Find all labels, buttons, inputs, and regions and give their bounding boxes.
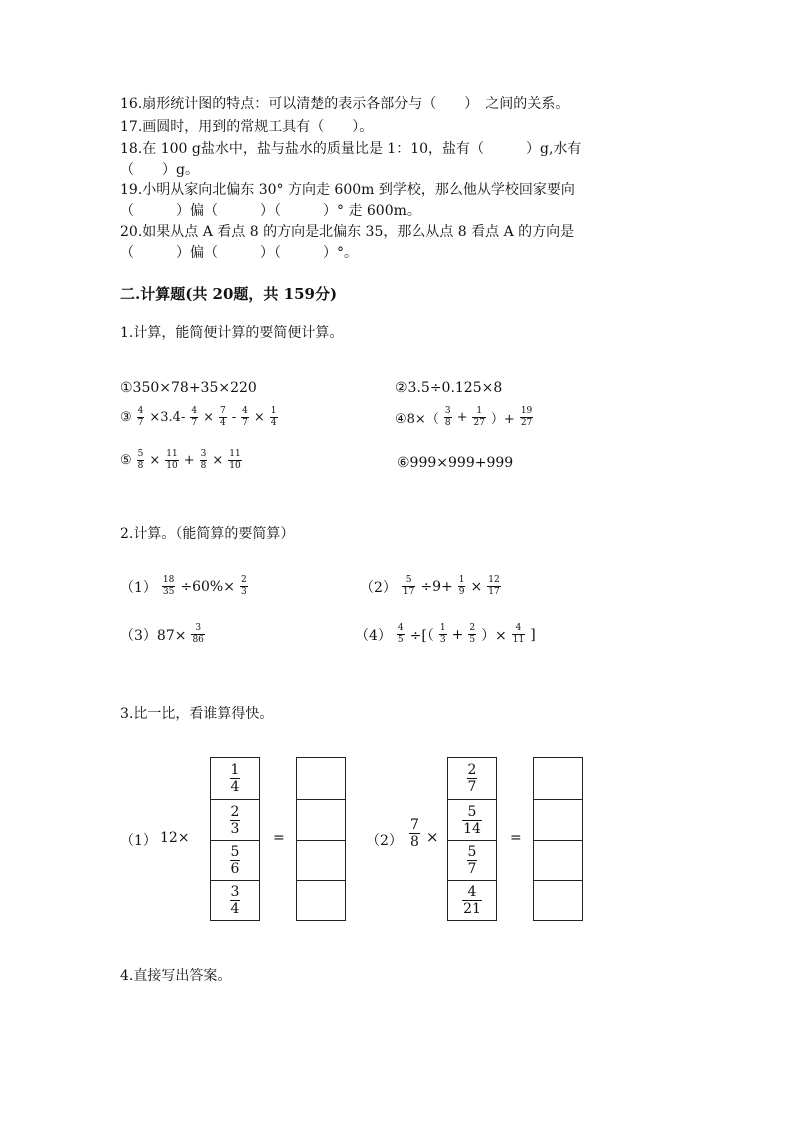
fraction: 5 14 [463, 803, 481, 837]
expr-label: ③ [120, 410, 132, 425]
fraction: $\frac{7}{8}$ [410, 817, 419, 850]
question-19: 19.小明从家向北偏东 30° 方向走 600m 到学校，那么他从学校回家要向 [120, 182, 575, 198]
answer-cell[interactable] [297, 758, 345, 799]
q3-part1-fraction-column [210, 757, 260, 921]
expr-text: ÷9+ [420, 578, 453, 595]
fraction: $\frac{1}{4}$ [270, 406, 277, 428]
expr-label: （3）87× [120, 627, 187, 644]
fraction: 3 8 [444, 406, 451, 428]
expr-label: （4） [355, 627, 392, 644]
q3-part2-fraction-column [447, 757, 497, 921]
expr-text: ）× [481, 627, 507, 644]
q2-title: 2.计算。（能简算的要简算） [120, 526, 295, 542]
fraction: $\frac{4}{11}$ [512, 623, 525, 645]
question-16: 16.扇形统计图的特点：可以清楚的表示各部分与（ ） 之间的关系。 [120, 96, 570, 112]
q3-cell [211, 799, 259, 840]
q3-part1-equals: = [273, 830, 285, 846]
q3-part2-multiplier [407, 818, 422, 849]
expr-text: × [253, 410, 265, 425]
fraction: $\frac{2}{5}$ [469, 623, 476, 645]
q2-expr-1 [120, 576, 250, 597]
fraction: 5 7 [467, 844, 477, 877]
question-18-cont: （ ）g。 [120, 162, 199, 178]
fraction: 2 3 [230, 803, 240, 837]
answer-cell[interactable] [534, 799, 582, 840]
q3-part2-answer-column [533, 757, 583, 921]
fraction: $\frac{3}{86}$ [192, 623, 204, 645]
q3-part2-label: （2） [366, 833, 403, 849]
fraction: 1 4 [230, 762, 240, 795]
answer-cell[interactable] [534, 758, 582, 799]
q2-expr-2 [360, 576, 503, 597]
expr-label: （1） [120, 579, 157, 596]
expr-text: ] [530, 626, 536, 643]
question-20-cont: （ ）偏（ ）（ ）°。 [120, 245, 358, 261]
fraction: 1 3 [439, 623, 446, 645]
fraction: $\frac{11}{10}$ [166, 449, 178, 471]
q1-title: 1.计算，能简便计算的要简便计算。 [120, 325, 344, 341]
fraction: $\frac{7}{4}$ [220, 406, 226, 428]
fraction: $\frac{1}{27}$ [473, 406, 485, 428]
fraction: $\frac{11}{10}$ [229, 449, 241, 471]
question-18: 18.在 100 g盐水中，盐与盐水的质量比是 1：10，盐有（ ）g,水有 [120, 141, 582, 157]
fraction: $\frac{1}{9}$ [458, 575, 465, 597]
fraction: $\frac{4}{7}$ [191, 406, 198, 428]
question-20: 20.如果从点 A 看点 8 的方向是北偏东 35，那么从点 8 看点 A 的方向是 [120, 224, 575, 240]
q1-expr-5 [120, 450, 244, 471]
q3-part1-label: （1） [120, 833, 157, 849]
question-19-cont: （ ）偏（ ）（ ）° 走 600m。 [120, 203, 421, 219]
expr-text: × [212, 453, 224, 468]
fraction: 4 21 [463, 884, 481, 917]
q3-part1-multiplier: 12× [160, 830, 190, 846]
expr-text: ÷[（ [409, 627, 434, 644]
q2-expr-3 [120, 624, 207, 645]
expr-text: ）+ [490, 412, 515, 427]
q3-title: 3.比一比，看谁算得快。 [120, 706, 274, 722]
q4-title: 4.直接写出答案。 [120, 968, 232, 984]
q3-cell [448, 880, 496, 920]
q3-cell [211, 880, 259, 920]
expr-text: × [149, 453, 161, 468]
expr-label: ④8×（ [395, 412, 439, 427]
q3-cell [448, 799, 496, 840]
fraction: $\frac{4}{5}$ [397, 623, 404, 645]
q1-expr-4 [395, 407, 535, 428]
expr-text: × [203, 410, 214, 425]
question-17: 17.画圆时，用到的常规工具有（ ）。 [120, 119, 374, 135]
q1-expr-2: ②3.5÷0.125×8 [395, 380, 503, 396]
fraction: $\frac{3}{8}$ [200, 449, 207, 471]
fraction: 2 7 [467, 762, 477, 795]
q3-part2-equals: = [510, 830, 522, 846]
expr-label: （2） [360, 579, 397, 596]
q1-expr-3 [120, 407, 280, 428]
answer-cell[interactable] [534, 880, 582, 920]
q3-cell [211, 840, 259, 880]
expr-text: + [183, 453, 195, 468]
fraction: $\frac{19}{27}$ [520, 406, 533, 428]
q1-expr-1: ①350×78+35×220 [120, 380, 257, 396]
answer-cell[interactable] [534, 840, 582, 880]
expr-text: + [456, 410, 468, 425]
expr-text: × [470, 578, 483, 595]
fraction: $\frac{4}{7}$ [137, 406, 144, 428]
q3-part1-answer-column [296, 757, 346, 921]
answer-cell[interactable] [297, 799, 345, 840]
fraction: $\frac{2}{3}$ [240, 575, 247, 597]
q3-cell [211, 758, 259, 799]
q1-expr-6: ⑥999×999+999 [397, 455, 514, 471]
fraction: $\frac{12}{17}$ [488, 575, 500, 597]
fraction: $\frac{18}{35}$ [162, 575, 175, 597]
answer-cell[interactable] [297, 880, 345, 920]
q3-cell [448, 758, 496, 799]
expr-text: ×3.4- [149, 410, 186, 425]
expr-text: ÷60%× [180, 578, 235, 595]
fraction: $\frac{5}{8}$ [137, 449, 144, 471]
fraction: $\frac{4}{7}$ [242, 406, 248, 428]
fraction: 3 4 [230, 884, 240, 917]
section-heading: 二.计算题(共 20题，共 159分) [120, 285, 338, 303]
fraction: $\frac{5}{17}$ [402, 575, 415, 597]
q3-part2-times: × [426, 828, 439, 846]
answer-cell[interactable] [297, 840, 345, 880]
expr-text: - [231, 410, 237, 425]
q3-cell [448, 840, 496, 880]
q2-expr-4 [355, 624, 536, 645]
expr-text: + [451, 626, 464, 643]
fraction: 5 6 [230, 844, 240, 877]
expr-label: ⑤ [120, 453, 132, 468]
